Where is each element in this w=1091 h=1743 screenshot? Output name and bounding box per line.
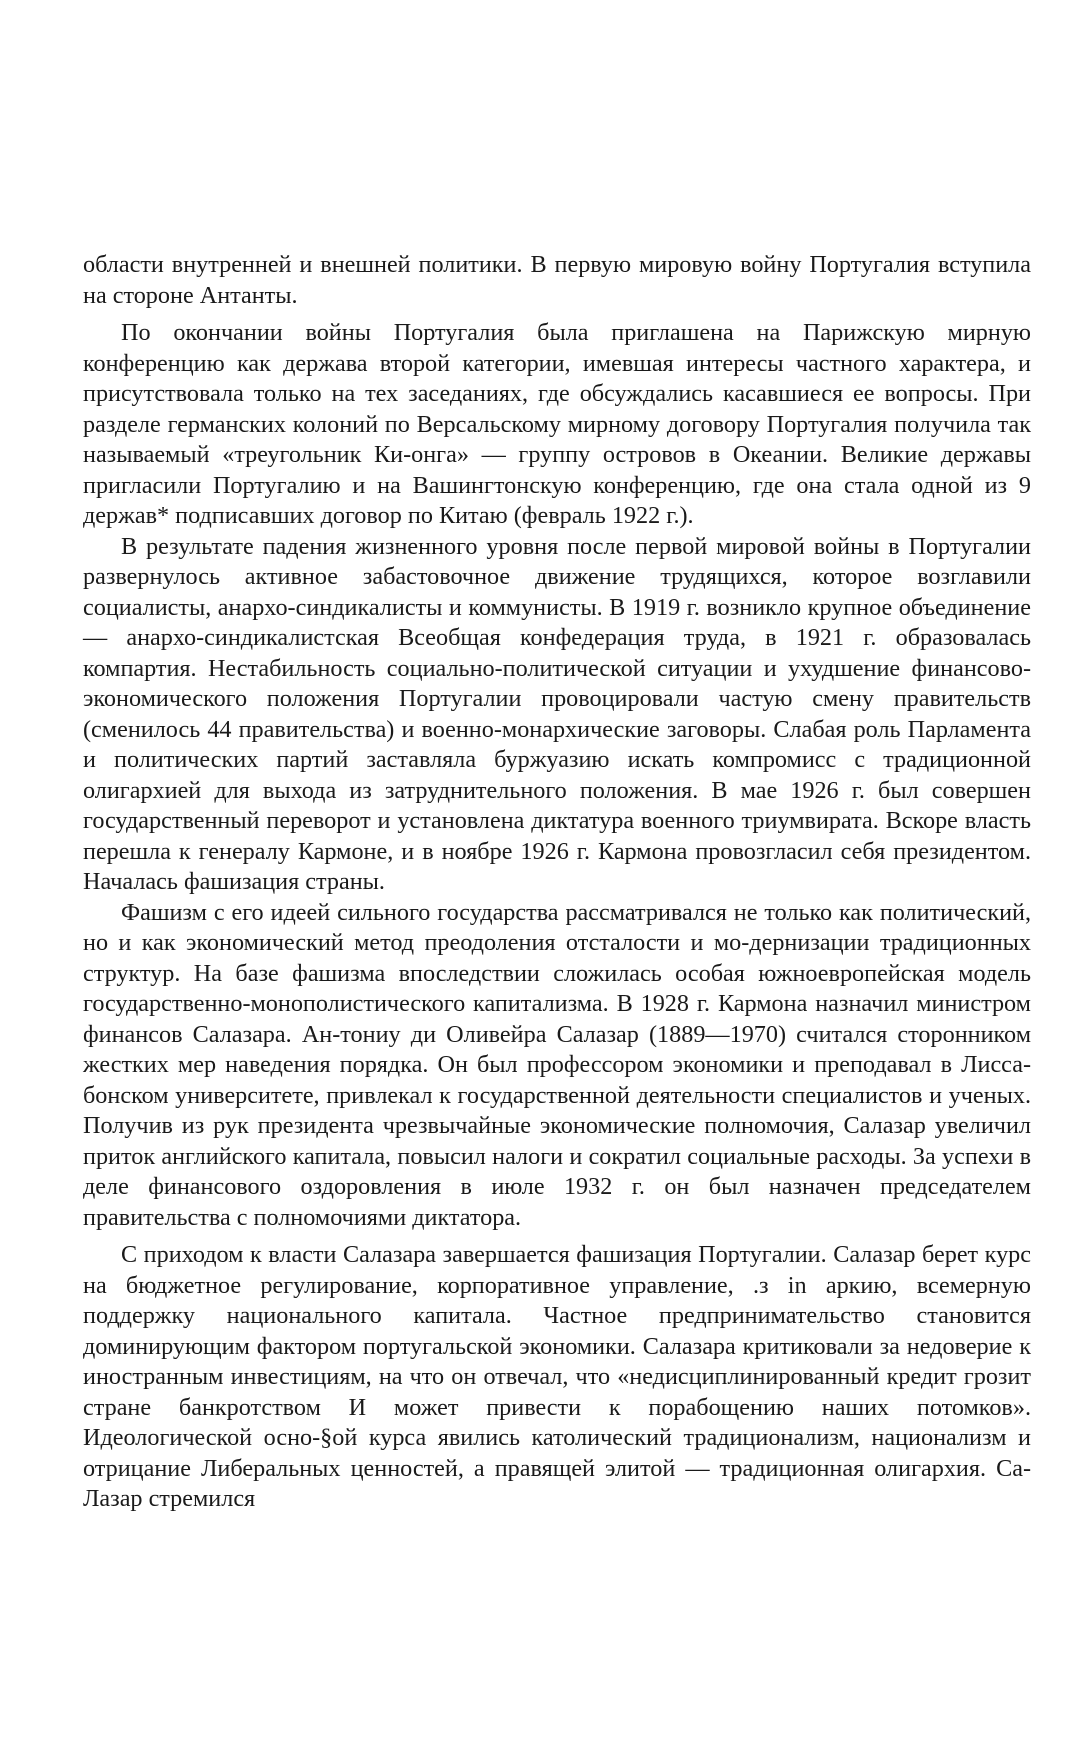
- body-text: [83, 250, 1031, 1515]
- paragraph-paris-conference: По окончании войны Португалия была приглашена на Парижскую мирную конференцию как держава второй категории, имевшая интересы частного характера, и присутствовала только на тех заседаниях, где обсуждались касавшиеся ее вопросы. При разделе германских колоний по Версальскому мирному договору Португалия получила так называемый «треугольник Ки-онга» — группу островов в Океании. Великие державы пригласили Португалию и на Вашингтонскую конференцию, где она стала одной из 9 держав* подписавших договор по Китаю (февраль 1922 г.).: [83, 319, 1031, 529]
- paragraph-fascism-salazar: Фашизм с его идеей сильного государства рассматривался не только как политический, но и как экономический метод преодоления отсталости и мо-дернизации традиционных структур. На базе фашизма впоследствии сложилась особая южноевропейская модель государственно-монополистического капитализма. В 1928 г. Кармона назначил министром финансов Салазара. Ан-тониу ди Оливейра Салазар (1889—1970) считался сторонником жестких мер наведения порядка. Он был профессором экономики и преподавал в Лисса-бонском университете, привлекал к государственной деятельности специалистов и ученых. Получив из рук президента чрезвычайные экономические полномочия, Салазар увеличил приток английского капитала, повысил налоги и сократил социальные расходы. За успехи в деле финансового оздоровления в июле 1932 г. он был назначен председателем правительства с полномочиями диктатора.: [83, 898, 1031, 1231]
- paragraph-continuation: области внутренней и внешней политики. В первую мировую войну Португалия вступила на стороне Антанты.: [83, 251, 1031, 309]
- paragraph-salazar-rule: С приходом к власти Салазара завершается фашизация Португалии. Салазар берет курс на бюджетное регулирование, корпоративное управление, .з in аркию, всемерную поддержку национального капитала. Частное предпринимательство становится доминирующим фактором португальской экономики. Салазара критиковали за недоверие к иностранным инвестициям, на что он отвечал, что «недисциплинированный кредит грозит стране банкротством И может привести к порабощению наших потомков». Идеологической осно-§ой курса явились католический традиционализм, национализм и отрицание Либеральных ценностей, а правящей элитой — традиционная олигархия. Са-Лазар стремился: [83, 1241, 1031, 1512]
- paragraph-strike-movement: В результате падения жизненного уровня после первой мировой войны в Португалии развернулось активное забастовочное движение трудящихся, которое возглавили социалисты, анархо-синдикалисты и коммунисты. В 1919 г. возникло крупное объединение — анархо-синдикалистская Всеобщая конфедерация труда, в 1921 г. образовалась компартия. Нестабильность социально-политической ситуации и ухудшение финансово-экономического положения Португалии провоцировали частую смену правительств (сменилось 44 правительства) и военно-монархические заговоры. Слабая роль Парламента и политических партий заставляла буржуазию искать компромисс с традиционной олигархией для выхода из затруднительного положения. В мае 1926 г. был совершен государственный переворот и установлена диктатура военного триумвирата. Вскоре власть перешла к генералу Кармоне, и в ноябре 1926 г. Кармона провозгласил себя президентом. Началась фашизация страны.: [83, 532, 1031, 895]
